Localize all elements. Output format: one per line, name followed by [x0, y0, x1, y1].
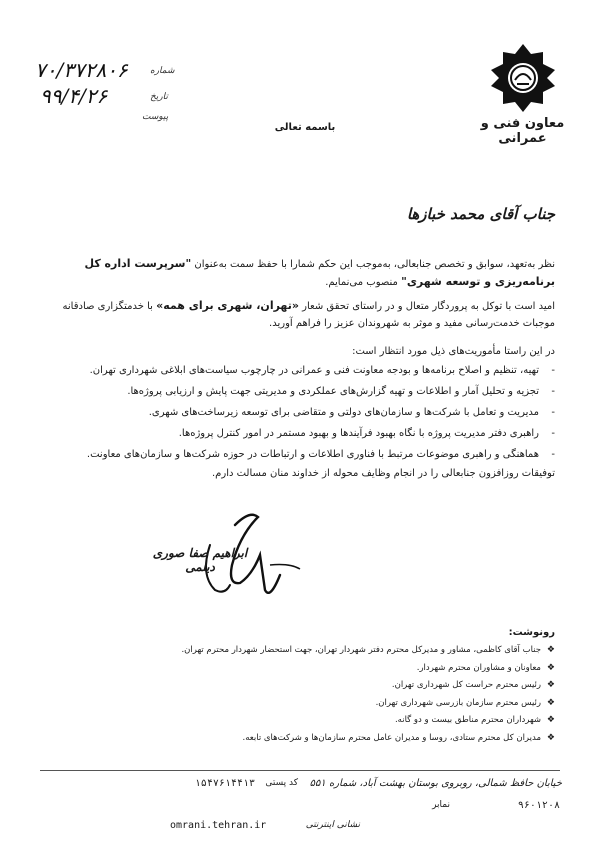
fax-value: ۹۶۰۱۲۰۸ [517, 800, 560, 811]
cc-item: ❖ رئیس محترم حراست کل شهرداری تهران. [100, 677, 555, 695]
mission-item: - تهیه، تنظیم و اصلاح برنامه‌ها و بودجه معاونت فنی و عمرانی در چارچوب سیاست‌های ابلاغی شهرداری تهران. [89, 365, 555, 376]
missions-intro: در این راستا مأموریت‌های ذیل مورد انتظار است: [352, 346, 555, 357]
cc-item: ❖ معاونان و مشاوران محترم شهردار. [100, 660, 555, 678]
checkmark-icon: ❖ [546, 732, 555, 743]
fax-label: نمابر [432, 800, 450, 810]
missions-list [45, 360, 555, 465]
mission-item: - تجزیه و تحلیل آمار و اطلاعات و تهیه گزارش‌های عملکردی و مدیریتی جهت پایش و ارزیابی پروژه‌ها. [127, 386, 555, 397]
cc-item: ❖ مدیران کل محترم ستادی، روسا و مدیران عامل محترم سازمان‌ها و شرکت‌های تابعه. [100, 730, 555, 748]
mission-item: - مدیریت و تعامل با شرکت‌ها و سازمان‌های دولتی و متقاضی برای توسعه زیرساخت‌های شهری. [148, 407, 555, 418]
cc-list [100, 642, 555, 747]
cc-item: ❖ شهرداران محترم مناطق بیست و دو گانه. [100, 712, 555, 730]
tehran-municipality-emblem-icon [487, 42, 559, 114]
website-label: نشانی اینترنتی [305, 820, 360, 830]
checkmark-icon: ❖ [546, 645, 555, 655]
cc-item: ❖ رئیس محترم سازمان بازرسی شهرداری تهران. [100, 695, 555, 713]
addressee: جناب آقای محمد خبازها [406, 205, 555, 223]
date-label: تاریخ [150, 92, 168, 102]
signatory-name: ابراهیم صفا صوری دیلمی [152, 546, 248, 574]
mission-item: - راهبری دفتر مدیریت پروژه با نگاه بهبود فرآیندها و بهبود مستمر در امور کنترل پروژه‌ها. [178, 428, 555, 439]
cc-item: ❖ جناب آقای کاظمی، مشاور و مدیرکل محترم دفتر شهردار تهران، جهت استحضار شهردار محترم تهران. [100, 642, 555, 660]
mission-item: - هماهنگی و راهبری موضوعات مرتبط با فناوری اطلاعات و ارتباطات در حوزه شرکت‌ها و سازمان‌های معاونت. [86, 449, 555, 460]
appointment-paragraph [45, 255, 555, 291]
appointment-position: "سرپرست اداره کل برنامه‌ریزی و توسعه شهری" [84, 257, 555, 288]
closing-sentence: توفیقات روزافزون جنابعالی را در انجام وظایف محوله از خداوند منان مسالت دارم. [212, 468, 555, 479]
postal-label: کد پستی [265, 778, 298, 788]
website-link[interactable]: omrani.tehran.ir [170, 820, 267, 831]
checkmark-icon: ❖ [546, 697, 555, 708]
checkmark-icon: ❖ [546, 680, 555, 690]
slogan: «تهران، شهری برای همه» [156, 299, 299, 312]
bismillah-heading: باسمه تعالی [274, 122, 336, 133]
hope-ending: با خدمتگزاری صادقانه موجبات خدمت‌رسانی مفید و موثر به شهروندان عزیز را فراهم آورید. [62, 301, 555, 329]
organization-name: معاون فنی و عمرانی [480, 116, 565, 146]
hope-paragraph [45, 297, 555, 332]
number-label: شماره [150, 66, 175, 76]
checkmark-icon: ❖ [546, 662, 555, 673]
footer-address: خیابان حافظ شمالی، روبروی بوستان بهشت آباد، شماره ۵۵۱ [309, 778, 562, 789]
attachment-label: پیوست [142, 112, 169, 122]
footer-divider [40, 770, 560, 771]
checkmark-icon: ❖ [546, 715, 555, 725]
number-value: ۷۰/۳۷۲۸۰۶ [35, 58, 128, 82]
hope-text: امید است با توکل به پروردگار متعال و در راستای تحقق شعار [302, 301, 555, 312]
appointment-text: نظر به‌تعهد، سوابق و تخصص جنابعالی، به‌موجب این حکم شمارا با حفظ سمت به‌عنوان [194, 259, 555, 270]
date-value: ۹۹/۴/۲۶ [40, 84, 108, 108]
postal-code: ۱۵۴۷۶۱۴۴۱۳ [194, 778, 255, 789]
appointment-ending: منصوب می‌نمایم. [325, 277, 398, 288]
cc-title: رونوشت: [508, 627, 555, 638]
